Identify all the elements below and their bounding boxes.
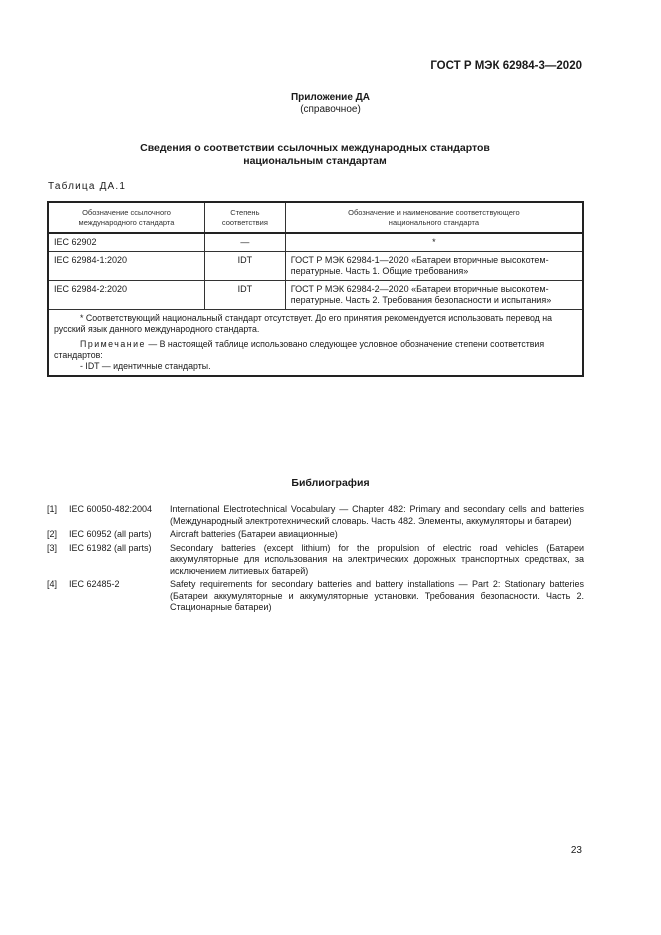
- section-title: [100, 142, 530, 168]
- table-row: [48, 233, 583, 252]
- header-col1-line1: Обозначение ссылочного: [82, 207, 171, 217]
- bibliography-list: [47, 504, 584, 616]
- section-title-line1: Сведения о соответствии ссылочных международных стандартов: [140, 142, 490, 154]
- bib-code: IEC 61982 (all parts): [69, 542, 152, 553]
- annex-subtitle: (справочное): [300, 104, 361, 115]
- correspondence-table: [47, 201, 584, 377]
- header-national-standard: [285, 202, 583, 233]
- bib-code: IEC 60952 (all parts): [69, 529, 152, 539]
- table-label: Таблица ДА.1: [48, 181, 127, 192]
- header-col3-line1: Обозначение и наименование соответствующего: [348, 207, 520, 217]
- cell-ref: IEC 62984-2:2020: [48, 281, 204, 310]
- bib-code: IEC 62485-2: [69, 579, 120, 589]
- header-degree: [204, 202, 285, 233]
- footnote-text: * Соответствующий национальный стандарт отсутствует. До его принятия рекомендуется использовать перевод на русский язык данного международного стандарта.: [54, 313, 553, 334]
- list-item: [47, 543, 584, 578]
- table-header-row: [48, 202, 583, 233]
- cell-degree: IDT: [204, 281, 285, 310]
- bib-text: Safety requirements for secondary batteries and battery installations — Part 2: Stationary batteries (Батареи аккумуляторные и аккумуляторные установки. Требования безопасности. Часть 2. Стационарные батареи): [170, 579, 584, 612]
- cell-degree: —: [204, 233, 285, 252]
- note-text: — В настоящей таблице использовано следующее условное обозначение степени соответствия стандартов:: [54, 339, 545, 360]
- cell-degree: IDT: [204, 252, 285, 281]
- bib-text: International Electrotechnical Vocabulary — Chapter 482: Primary and secondary cells and batteries (Международный электротехнический словарь. Часть 482. Элементы, аккумуляторы и батареи): [170, 504, 584, 526]
- header-ref-standard: [48, 202, 204, 233]
- cell-ref: IEC 62984-1:2020: [48, 252, 204, 281]
- table-row: [48, 252, 583, 281]
- note-item: - IDT — идентичные стандарты.: [80, 361, 211, 371]
- list-item: [47, 579, 584, 614]
- bib-number: [1]: [47, 504, 58, 514]
- bib-number: [4]: [47, 579, 58, 589]
- header-col1-line2: международного стандарта: [78, 217, 175, 227]
- standard-code-header: ГОСТ Р МЭК 62984-3—2020: [430, 60, 582, 72]
- table-row: [48, 281, 583, 310]
- note-paragraph: [54, 339, 577, 361]
- bib-number: [2]: [47, 529, 58, 539]
- section-title-line2: национальным стандартам: [243, 155, 387, 167]
- annex-title: Приложение ДА: [290, 92, 371, 103]
- bib-number: [3]: [47, 542, 58, 553]
- list-item: [47, 504, 584, 527]
- cell-ref: IEC 62902: [48, 233, 204, 252]
- bibliography-title: Библиография: [291, 477, 370, 489]
- header-col3-line2: национального стандарта: [388, 217, 479, 227]
- note-label: Примечание: [80, 339, 146, 349]
- bib-text: Aircraft batteries (Батареи авиационные): [170, 529, 338, 539]
- annex-heading: [0, 92, 661, 116]
- bib-code: IEC 60050-482:2004: [69, 504, 153, 514]
- cell-national: ГОСТ Р МЭК 62984-1—2020 «Батареи вторичные высокотем-пературные. Часть 1. Общие требования»: [285, 252, 583, 281]
- bib-text: Secondary batteries (except lithium) for the propulsion of electric road vehicles (Батареи аккумуляторные для использования на электрических дорожных транспортных средствах, за исключением литиевых батарей): [170, 542, 584, 576]
- list-item: [47, 529, 584, 541]
- cell-national: *: [285, 233, 583, 252]
- header-col2-line1: Степень: [230, 207, 260, 217]
- page-number: 23: [570, 845, 582, 856]
- header-col2-line2: соответствия: [221, 217, 268, 227]
- cell-national: ГОСТ Р МЭК 62984-2—2020 «Батареи вторичные высокотем-пературные. Часть 2. Требования безопасности и испытания»: [285, 281, 583, 310]
- table-footnote-row: [48, 310, 583, 377]
- table-footnote: [48, 310, 583, 377]
